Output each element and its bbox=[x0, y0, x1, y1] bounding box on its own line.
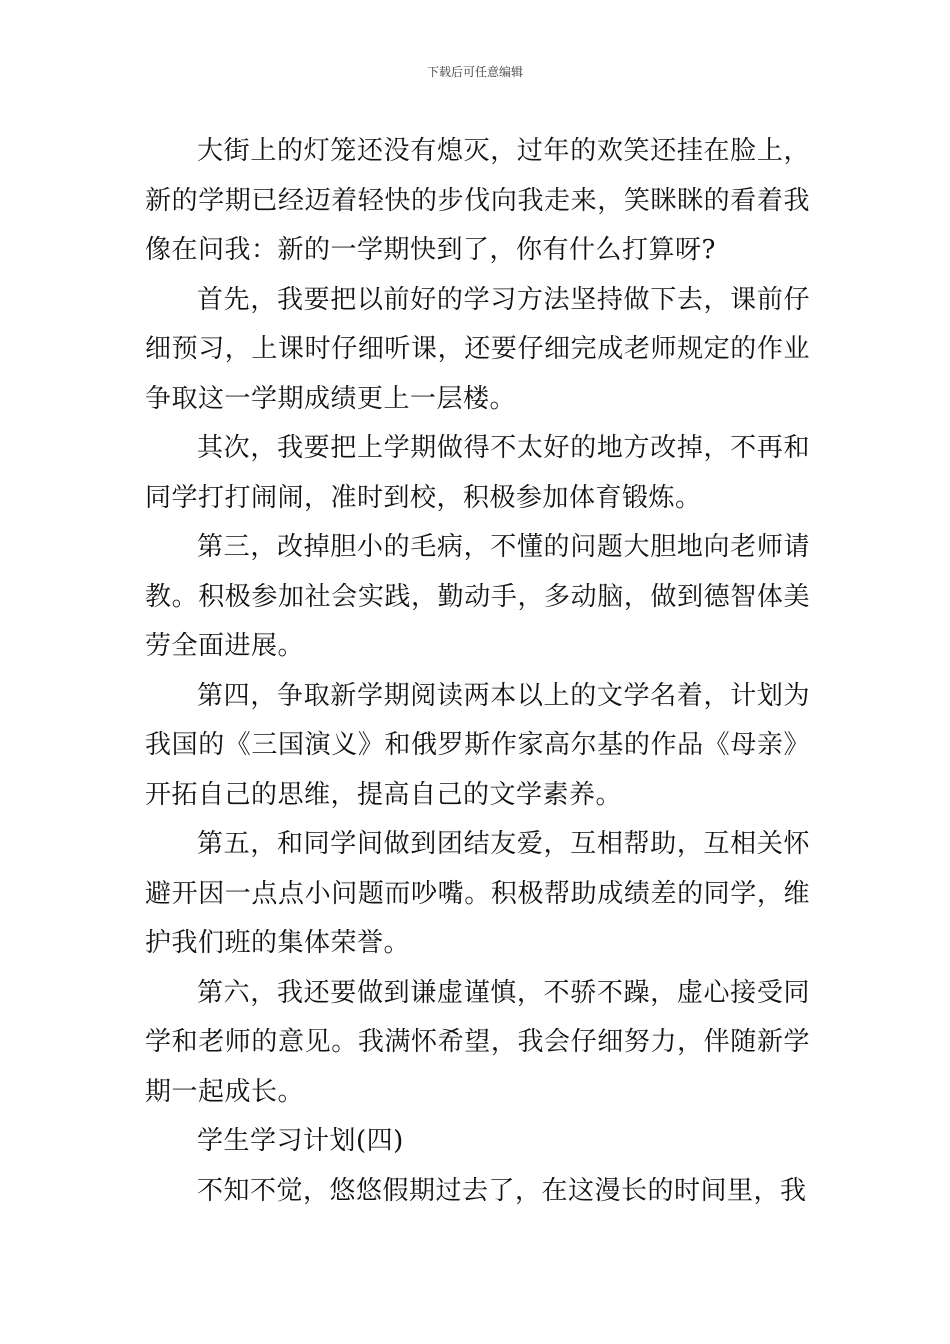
paragraph-3: 其次，我要把上学期做得不太好的地方改掉，不再和同学打打闹闹，准时到校，积极参加体育锻炼。 bbox=[145, 433, 810, 513]
paragraph-4: 第三，改掉胆小的毛病，不懂的问题大胆地向老师请教。积极参加社会实践，勤动手，多动脑，做到德智体美劳全面进展。 bbox=[145, 532, 810, 661]
document-body bbox=[145, 127, 810, 1216]
paragraph-7: 第六，我还要做到谦虚谨慎，不骄不躁，虚心接受同学和老师的意见。我满怀希望，我会仔细努力，伴随新学期一起成长。 bbox=[145, 977, 810, 1107]
paragraph-5: 第四，争取新学期阅读两本以上的文学名着，计划为我国的《三国演义》和俄罗斯作家高尔基的作品《母亲》开拓自己的思维，提高自己的文学素养。 bbox=[145, 680, 810, 810]
section-heading: 学生学习计划(四) bbox=[197, 1126, 404, 1156]
paragraph-1: 大街上的灯笼还没有熄灭，过年的欢笑还挂在脸上，新的学期已经迈着轻快的步伐向我走来，笑眯眯的看着我像在问我：新的一学期快到了，你有什么打算呀? bbox=[145, 136, 810, 265]
paragraph-2: 首先，我要把以前好的学习方法坚持做下去，课前仔细预习，上课时仔细听课，还要仔细完成老师规定的作业争取这一学期成绩更上一层楼。 bbox=[145, 284, 810, 414]
paragraph-6: 第五，和同学间做到团结友爱，互相帮助，互相关怀避开因一点点小问题而吵嘴。积极帮助成绩差的同学，维护我们班的集体荣誉。 bbox=[145, 829, 810, 958]
paragraph-8: 不知不觉，悠悠假期过去了，在这漫长的时间里，我 bbox=[197, 1175, 807, 1206]
page-header: 下载后可任意编辑 bbox=[426, 65, 523, 79]
